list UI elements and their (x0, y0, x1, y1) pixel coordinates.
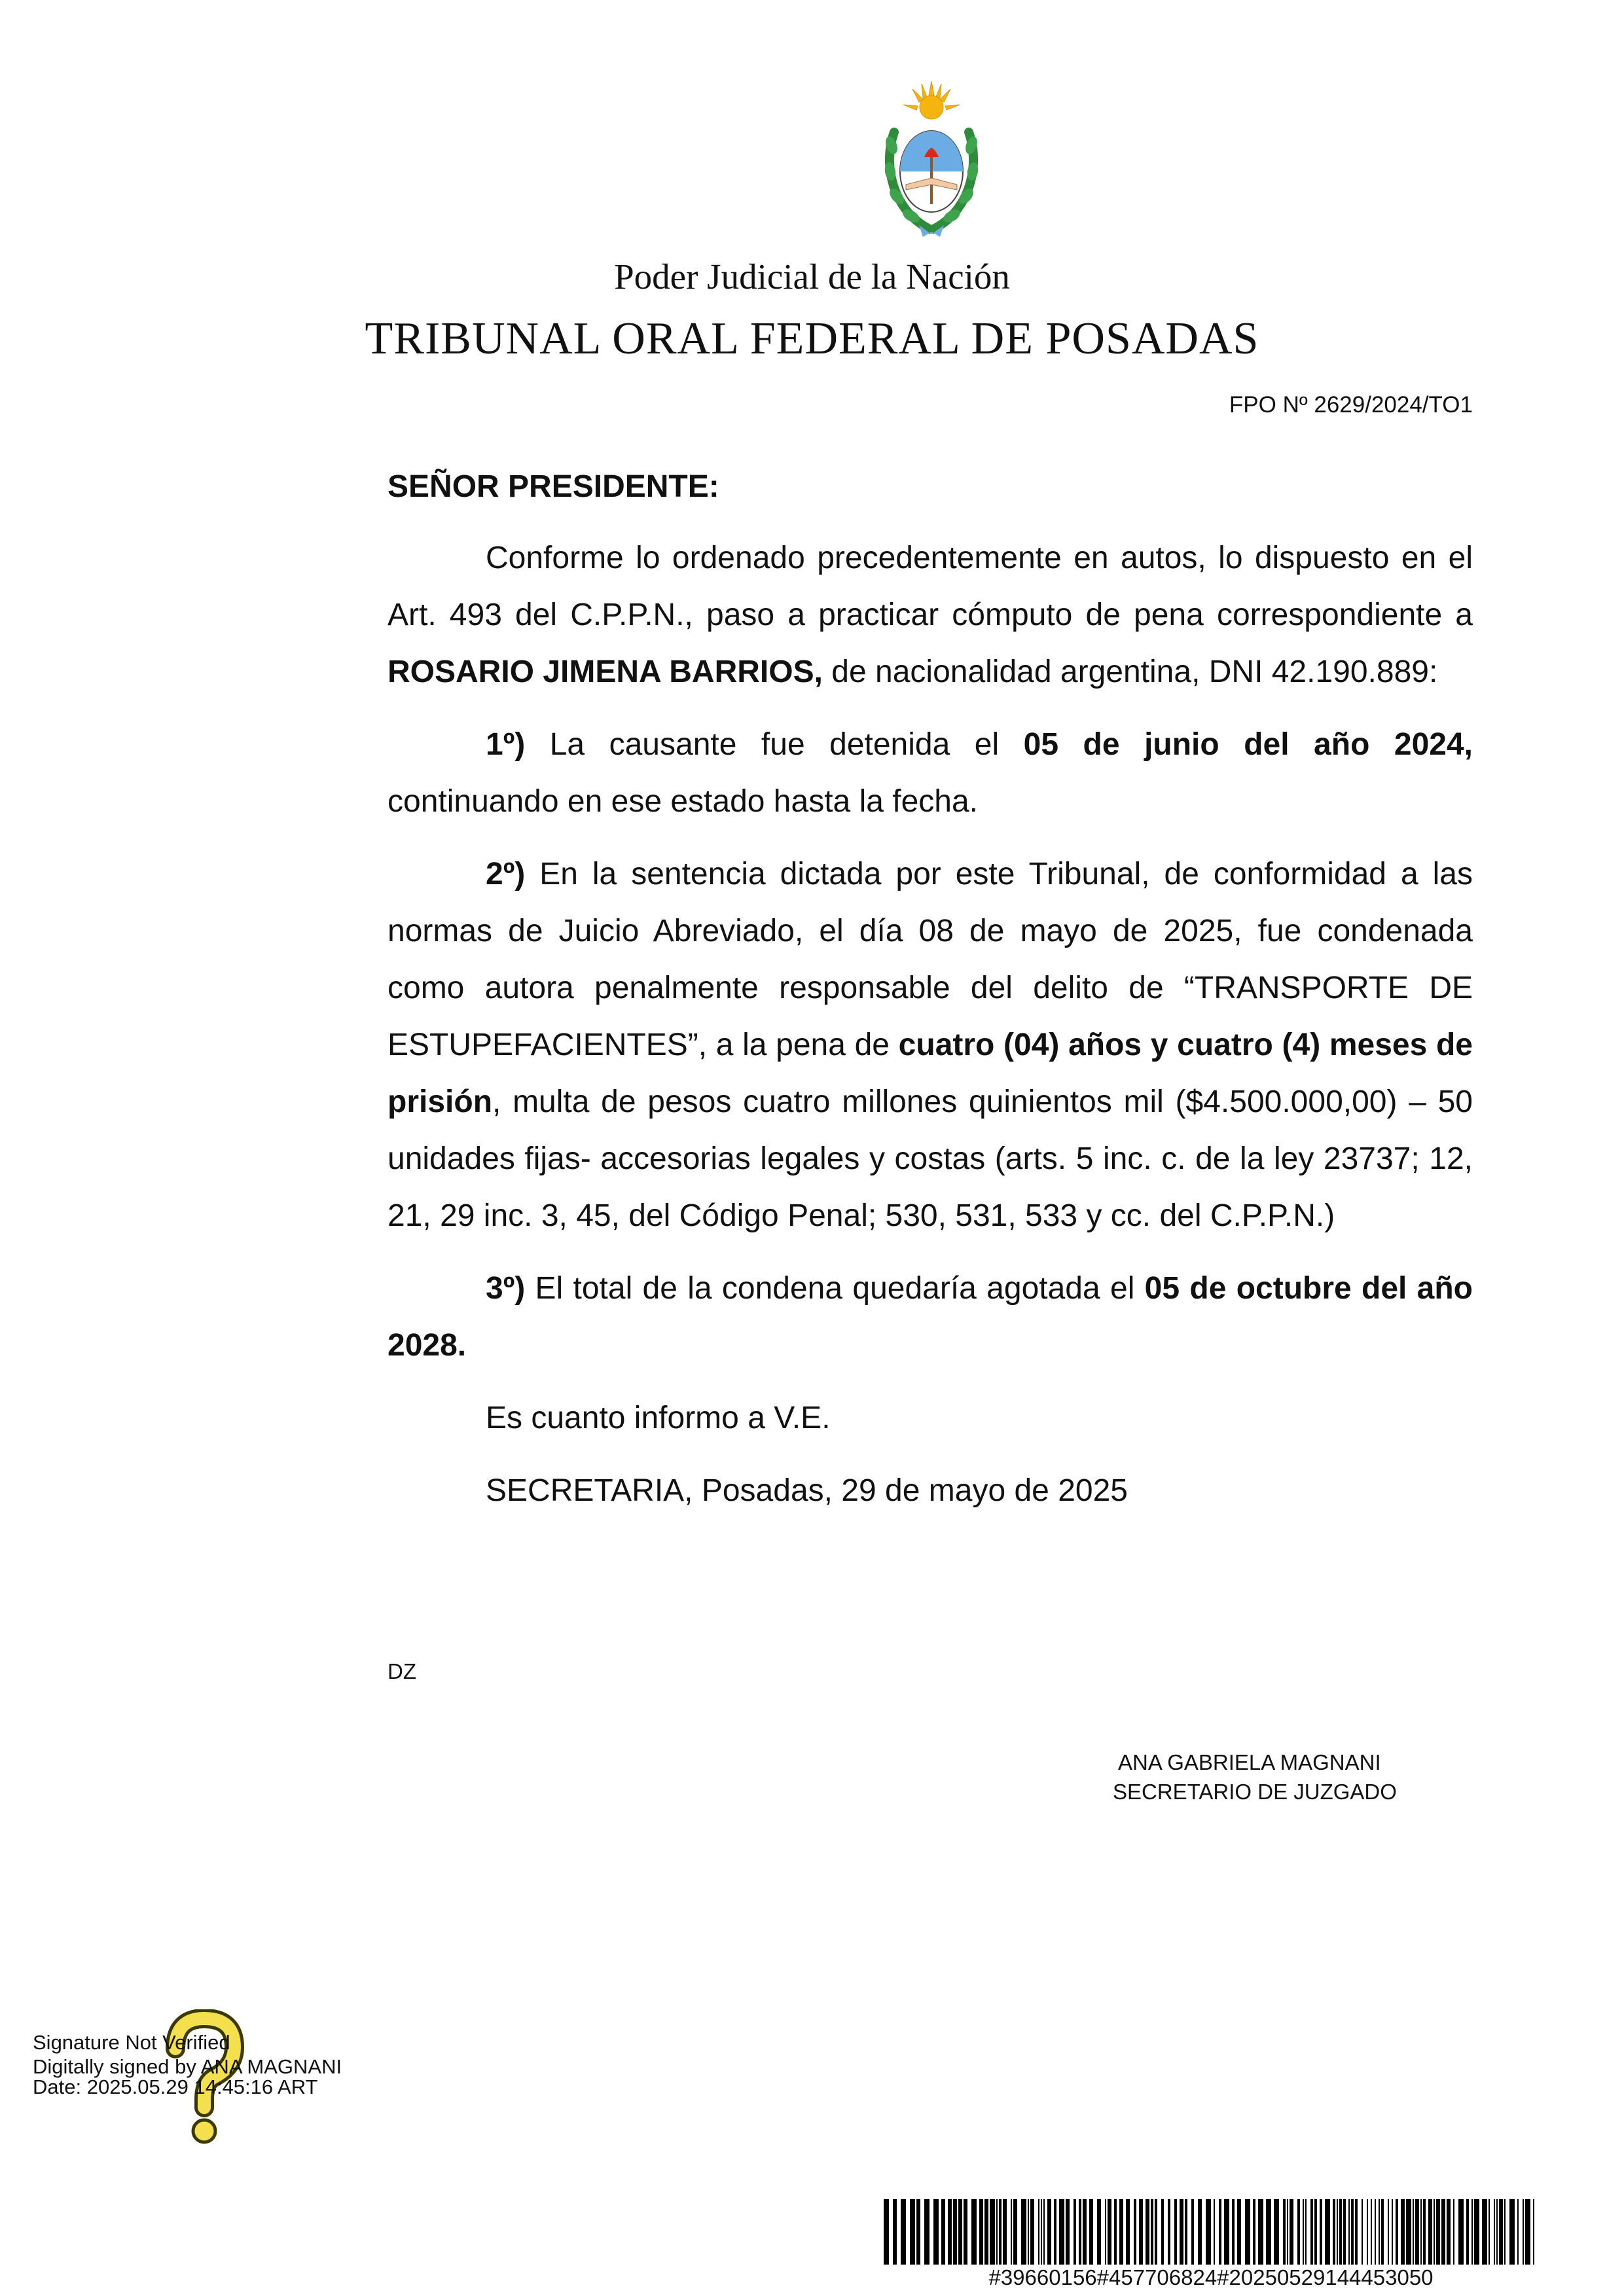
barcode-text: #39660156#457706824#20250529144453050 (988, 2265, 1434, 2289)
item-2-text-1: En la sentencia dictada por este Tribunal, de conformidad a las normas de Juicio Abreviado, el día 08 de mayo de 2025, fue condenada como autora penalmente responsable del delito de “TRANSPORTE DE ESTUPEFACIENTES”, a la pena de (388, 857, 1473, 1062)
barcode-bar (1441, 2199, 1445, 2265)
barcode-bar (1343, 2199, 1346, 2265)
barcode-bar (1139, 2199, 1143, 2265)
barcode-bar (1434, 2199, 1435, 2265)
file-number: FPO Nº 2629/2024/TO1 (1229, 392, 1473, 418)
barcode-bar (1161, 2199, 1164, 2265)
barcode-bar (1206, 2199, 1211, 2265)
barcode-bar (953, 2199, 957, 2265)
item-1-paragraph (388, 716, 1473, 830)
barcode-bar (933, 2199, 939, 2265)
item-2-text-2: , multa de pesos cuatro millones quinientos mil ($4.500.000,00) – 50 unidades fijas- accesorias legales y costas (arts. 5 inc. c. de la ley 23737; 12, 21, 29 inc. 3, 45, del Código Penal; 530, 531, 533 y cc. del C.P.P.N.) (388, 1085, 1473, 1233)
barcode-bar (1038, 2199, 1039, 2265)
barcode-bar (958, 2199, 962, 2265)
barcode-bar (1258, 2199, 1263, 2265)
barcode-bar (1458, 2199, 1464, 2265)
item-3-paragraph (388, 1260, 1473, 1374)
barcode-bar (1174, 2199, 1177, 2265)
barcode-bar (1013, 2199, 1017, 2265)
barcode-bar (924, 2199, 929, 2265)
barcode-bar (1401, 2199, 1405, 2265)
barcode-bar (1180, 2199, 1183, 2265)
signer-block (1113, 1748, 1397, 1806)
item-2-number: 2º) (486, 857, 526, 891)
barcode-bar (1054, 2199, 1056, 2265)
barcode-bar (971, 2199, 977, 2265)
barcode-bar (1367, 2199, 1368, 2265)
barcode-bar (1471, 2199, 1473, 2265)
barcode-bar (1224, 2199, 1229, 2265)
typist-initials: DZ (388, 1659, 416, 1683)
barcode-bar (1314, 2199, 1317, 2265)
barcode-bar (1245, 2199, 1250, 2265)
barcode-bar (1151, 2199, 1153, 2265)
barcode-bar (1097, 2199, 1101, 2265)
barcode-bar (1499, 2199, 1503, 2265)
barcode-bar (1494, 2199, 1495, 2265)
barcode-bar (1339, 2199, 1342, 2265)
barcode-bar (941, 2199, 945, 2265)
barcode-bar (1237, 2199, 1241, 2265)
barcode-bar (1482, 2199, 1487, 2265)
intro-text-2: de nacionalidad argentina, DNI 42.190.889: (822, 655, 1438, 689)
barcode-bar (1198, 2199, 1202, 2265)
barcode-bar (1325, 2199, 1330, 2265)
barcode-bar (1028, 2199, 1029, 2265)
item-1-text-2: continuando en ese estado hasta la fecha. (388, 784, 979, 819)
item-3-text-1: El total de la condena quedaría agotada el (525, 1271, 1145, 1306)
barcode-bar (1185, 2199, 1187, 2265)
barcode-bar (1320, 2199, 1322, 2265)
barcode-bar (1447, 2199, 1451, 2265)
item-1-text-1: La causante fue detenida el (525, 727, 1024, 762)
court-name: TRIBUNAL ORAL FEDERAL DE POSADAS (365, 314, 1259, 364)
barcode-bar (1303, 2199, 1304, 2265)
barcode-bar (964, 2199, 967, 2265)
barcode-bar (1074, 2199, 1076, 2265)
coat-of-arms-emblem (880, 80, 983, 238)
closing-line: Es cuanto informo a V.E. (486, 1401, 831, 1435)
barcode-bar (1392, 2199, 1393, 2265)
barcode-bar (1396, 2199, 1398, 2265)
barcode-bar (1108, 2199, 1111, 2265)
item-1-number: 1º) (486, 727, 526, 762)
barcode-bar (1253, 2199, 1255, 2265)
barcode-bar (1496, 2199, 1498, 2265)
barcode-bar (996, 2199, 998, 2265)
barcode-bar (1114, 2199, 1117, 2265)
barcode-bar (1232, 2199, 1235, 2265)
barcode-bar (1466, 2199, 1469, 2265)
barcode-bar (1413, 2199, 1414, 2265)
barcode-bar (1021, 2199, 1026, 2265)
barcode-bar (1287, 2199, 1288, 2265)
barcode-bar (1305, 2199, 1307, 2265)
barcode-bar (1381, 2199, 1384, 2265)
barcode-bar (1436, 2199, 1440, 2265)
barcode-bar (1059, 2199, 1064, 2265)
barcode-bar (1079, 2199, 1081, 2265)
signer-name: ANA GABRIELA MAGNANI (1118, 1750, 1381, 1774)
salutation: SEÑOR PRESIDENTE: (388, 469, 719, 504)
barcode-bar (1089, 2199, 1093, 2265)
intro-paragraph (388, 529, 1473, 700)
barcode-bar (1119, 2199, 1123, 2265)
barcode-bar (1420, 2199, 1422, 2265)
barcode-bar (979, 2199, 983, 2265)
barcode-bar (1066, 2199, 1070, 2265)
barcode-bar (901, 2199, 906, 2265)
barcode-bar (984, 2199, 988, 2265)
signature-signed-by: Digitally signed by ANA MAGNANI (33, 2055, 342, 2078)
barcode-bar (1283, 2199, 1286, 2265)
penalty-term: cuatro (04) años y cuatro (4) meses de prisión (388, 1028, 1473, 1119)
barcode-bar (1297, 2199, 1300, 2265)
barcode-bar (1083, 2199, 1087, 2265)
barcode (884, 2199, 1538, 2265)
barcode-bar (1043, 2199, 1045, 2265)
barcode-bar (1415, 2199, 1419, 2265)
barcode-bar (1406, 2199, 1411, 2265)
barcode-bar (1423, 2199, 1426, 2265)
signer-title: SECRETARIO DE JUZGADO (1113, 1780, 1397, 1804)
signature-date: Date: 2025.05.29 14:45:16 ART (33, 2075, 318, 2098)
sentence-end-date: 05 de octubre del año 2028. (388, 1271, 1473, 1363)
barcode-bar (916, 2199, 920, 2265)
barcode-bar (1105, 2199, 1106, 2265)
barcode-bar (1290, 2199, 1293, 2265)
intro-text-1: Conforme lo ordenado precedentemente en autos, lo dispuesto en el Art. 493 del C.P.P.N., paso a practicar cómputo de pena correspondiente a (388, 541, 1473, 632)
barcode-bar (1146, 2199, 1149, 2265)
barcode-bar (1348, 2199, 1350, 2265)
barcode-bar (1155, 2199, 1157, 2265)
barcode-bar (1011, 2199, 1012, 2265)
barcode-bar (1504, 2199, 1506, 2265)
barcode-bar (999, 2199, 1001, 2265)
barcode-bar (1030, 2199, 1034, 2265)
barcode-bar (1214, 2199, 1215, 2265)
barcode-bar (1047, 2199, 1051, 2265)
barcode-bar (910, 2199, 915, 2265)
barcode-bar (1533, 2199, 1534, 2265)
item-2-paragraph (388, 846, 1473, 1244)
detention-date: 05 de junio del año 2024, (1023, 727, 1473, 762)
barcode-bar (1379, 2199, 1380, 2265)
barcode-bar (1509, 2199, 1515, 2265)
barcode-bar (1351, 2199, 1354, 2265)
place-date-line: SECRETARIA, Posadas, 29 de mayo de 2025 (486, 1473, 1128, 1508)
barcode-bar (1310, 2199, 1313, 2265)
barcode-bar (990, 2199, 995, 2265)
barcode-bar (1362, 2199, 1363, 2265)
barcode-bar (1333, 2199, 1335, 2265)
barcode-bar (1428, 2199, 1432, 2265)
barcode-bar (1191, 2199, 1194, 2265)
defendant-name: ROSARIO JIMENA BARRIOS, (388, 655, 823, 689)
barcode-bar (1041, 2199, 1042, 2265)
barcode-bar (1003, 2199, 1007, 2265)
barcode-bar (1523, 2199, 1524, 2265)
barcode-bar (1266, 2199, 1271, 2265)
barcode-bar (1375, 2199, 1376, 2265)
barcode-bar (1219, 2199, 1221, 2265)
barcode-bar (1525, 2199, 1530, 2265)
barcode-bar (948, 2199, 952, 2265)
barcode-bar (893, 2199, 897, 2265)
barcode-bar (1337, 2199, 1338, 2265)
barcode-bar (1274, 2199, 1279, 2265)
barcode-bar (1474, 2199, 1479, 2265)
digital-signature-block (33, 2032, 342, 2097)
item-3-number: 3º) (486, 1271, 526, 1306)
organization-name: Poder Judicial de la Nación (614, 257, 1010, 296)
barcode-bar (1453, 2199, 1454, 2265)
barcode-bar (1168, 2199, 1170, 2265)
barcode-bar (1126, 2199, 1130, 2265)
barcode-bar (1355, 2199, 1358, 2265)
signature-status: Signature Not Verified (33, 2031, 230, 2054)
barcode-bar (1489, 2199, 1490, 2265)
barcode-bar (1517, 2199, 1519, 2265)
barcode-bar (1388, 2199, 1389, 2265)
barcode-bar (1134, 2199, 1136, 2265)
barcode-bar (1371, 2199, 1372, 2265)
document-body (388, 458, 1473, 1535)
barcode-bar (884, 2199, 889, 2265)
